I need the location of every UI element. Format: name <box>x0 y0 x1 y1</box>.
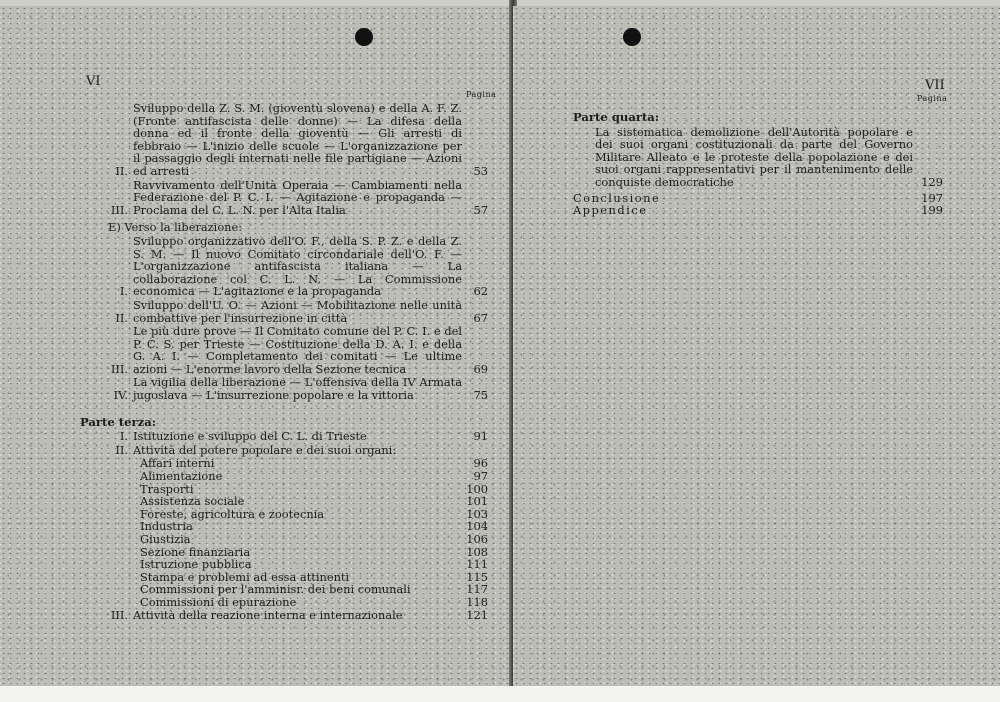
entry-text: Istruzione pubblica <box>140 557 252 572</box>
toc-left <box>80 102 488 621</box>
group-title: E) Verso la liberazione: <box>108 220 243 235</box>
entry-text: Sezione finanziaria <box>140 544 251 559</box>
entry-page: 100 <box>466 481 488 496</box>
entry-number: III. <box>110 607 128 622</box>
entry-page: 69 <box>473 361 488 376</box>
entry-number: I. <box>119 429 128 444</box>
entry-text: Assistenza sociale <box>140 494 245 509</box>
entry-text: Alimentazione <box>140 469 223 484</box>
toc-right <box>573 104 943 217</box>
column-header-right: Pagina <box>917 94 948 103</box>
entry-page: 111 <box>466 557 488 572</box>
entry-page: 117 <box>466 582 488 597</box>
entry-text: La vigilia della liberazione — L'offensiva della IV Armata jugoslava — L'insurrezione popolare e la vittoria <box>133 375 462 403</box>
entry-page: 97 <box>473 469 488 484</box>
entry-text: Industria <box>140 519 193 534</box>
scan-bottom-strip <box>0 686 1000 702</box>
toc-entry <box>573 204 943 217</box>
toc-entry <box>110 376 488 401</box>
toc-subentry <box>80 533 488 546</box>
toc-subentry <box>80 558 488 571</box>
punch-hole <box>623 28 641 46</box>
entry-page: 67 <box>473 310 488 325</box>
entry-text: Sviluppo organizzativo dell'O. F., della S. P. Z. e della Z. S. M. — Il nuovo Comitato circondariale dell'O. F. — L'organizzazione antifascista italiana — La collaborazione col C. L. N. — La Commissione economica — L'agitazione e la propaganda <box>133 233 462 299</box>
entry-text: Ravvivamento dell'Unità Operaia — Cambiamenti nella Federazione del P. C. I. — Agitazione e propaganda — Proclama del C. L. N. per l'Alta Italia <box>133 177 462 217</box>
entry-page: 103 <box>466 506 488 521</box>
entry-text: Conclusione <box>573 190 661 205</box>
section-entries <box>80 430 488 456</box>
entry-page: 75 <box>473 388 488 403</box>
toc-subentry <box>80 596 488 609</box>
entry-text: Stampa e problemi ad essa attinenti <box>140 569 350 584</box>
main-entry <box>573 126 943 189</box>
entry-text: Sviluppo dell'U. O. — Azioni — Mobilitazione nelle unità combattive per l'insurrezione in città <box>133 297 462 325</box>
entry-page: 118 <box>466 594 488 609</box>
group-entries <box>80 235 488 402</box>
entry-page: 199 <box>921 203 943 218</box>
toc-entry <box>110 444 488 457</box>
toc-entry <box>110 325 488 375</box>
toc-entry <box>110 299 488 324</box>
entry-number: II. <box>115 310 128 325</box>
left-page <box>0 6 512 686</box>
entry-text: Istituzione e sviluppo del C. L. di Trieste <box>133 429 367 444</box>
entry-page: 106 <box>466 532 488 546</box>
entry-number: I. <box>119 284 128 299</box>
entry-text: Attività della reazione interna e internazionale <box>133 607 403 622</box>
entry-number: II. <box>115 163 128 178</box>
toc-entry <box>110 179 488 217</box>
sub-entries <box>80 457 488 608</box>
section-title-parte-terza: Parte terza: <box>80 414 157 429</box>
entry-text: Attività del potere popolare e dei suoi organi: <box>133 442 397 457</box>
entry-page: 91 <box>473 429 488 444</box>
entry-page: 115 <box>466 569 488 584</box>
entry-number: II. <box>115 442 128 457</box>
entry-text: Commissioni per l'amminisr. dei beni comunali <box>140 582 411 597</box>
entry-number: III. <box>110 361 128 376</box>
toc-entry <box>110 430 488 443</box>
entry-text: Trasporti <box>140 481 194 496</box>
entry-text: Foreste, agricoltura e zootecnia <box>140 506 325 521</box>
entry-page: 57 <box>473 202 488 217</box>
right-page <box>513 6 1000 686</box>
entry-number: III. <box>110 202 128 217</box>
page-number-right: VII <box>925 78 945 93</box>
entry-page: 104 <box>466 519 488 534</box>
entry-text: Affari interni <box>140 456 215 471</box>
entry-text: Giustizia <box>140 532 191 546</box>
entry-page: 96 <box>473 456 488 471</box>
entry-page: 101 <box>466 494 488 509</box>
entry-text: La sistematica demolizione dell'Autorità popolare e dei suoi organi costituzionali da parte del Governo Militare Alleato e le proteste della popolazione e dei suoi organi rappresentativi per il mantenimento delle conquiste democratiche <box>595 124 913 189</box>
entry-number: IV. <box>113 388 128 403</box>
toc-entry <box>110 609 488 622</box>
entry-page: 62 <box>473 284 488 299</box>
toc-entry <box>110 102 488 178</box>
entry-text: Sviluppo della Z. S. M. (gioventù slovena) e della A. F. Z. (Fronte antifascista delle donne) — La difesa della donna ed il fronte della gioventù — Gli arresti di febbraio — L'inizio delle scuole — L'organizzazione per il passaggio degli internati nelle file partigiane — Azioni ed arresti <box>133 101 462 178</box>
top-entries <box>80 102 488 216</box>
entry-text: Appendice <box>573 203 648 218</box>
punch-hole <box>355 28 373 46</box>
entry-page: 108 <box>466 544 488 559</box>
section-title-parte-quarta: Parte quarta: <box>573 110 660 124</box>
tail-entries <box>573 192 943 217</box>
column-header-left: Pagina <box>466 90 497 99</box>
toc-entry <box>110 235 488 298</box>
toc-subentry <box>80 495 488 508</box>
entry-text: Le più dure prove — Il Comitato comune del P. C. I. e del P. C. S. per Trieste — Costituzione della D. A. I. e della G. A. I. — Completamento dei comitati — Le ultime azioni — L'enorme lavoro della Sezione tecnica <box>133 324 462 376</box>
entry-text: Commissioni di epurazione <box>140 594 297 609</box>
entry-page: 129 <box>921 174 943 189</box>
last-entry <box>80 609 488 622</box>
page-number-left: VI <box>86 74 101 89</box>
entry-page: 197 <box>921 190 943 205</box>
toc-subentry <box>80 470 488 483</box>
entry-page: 121 <box>466 607 488 622</box>
entry-page: 53 <box>473 163 488 178</box>
